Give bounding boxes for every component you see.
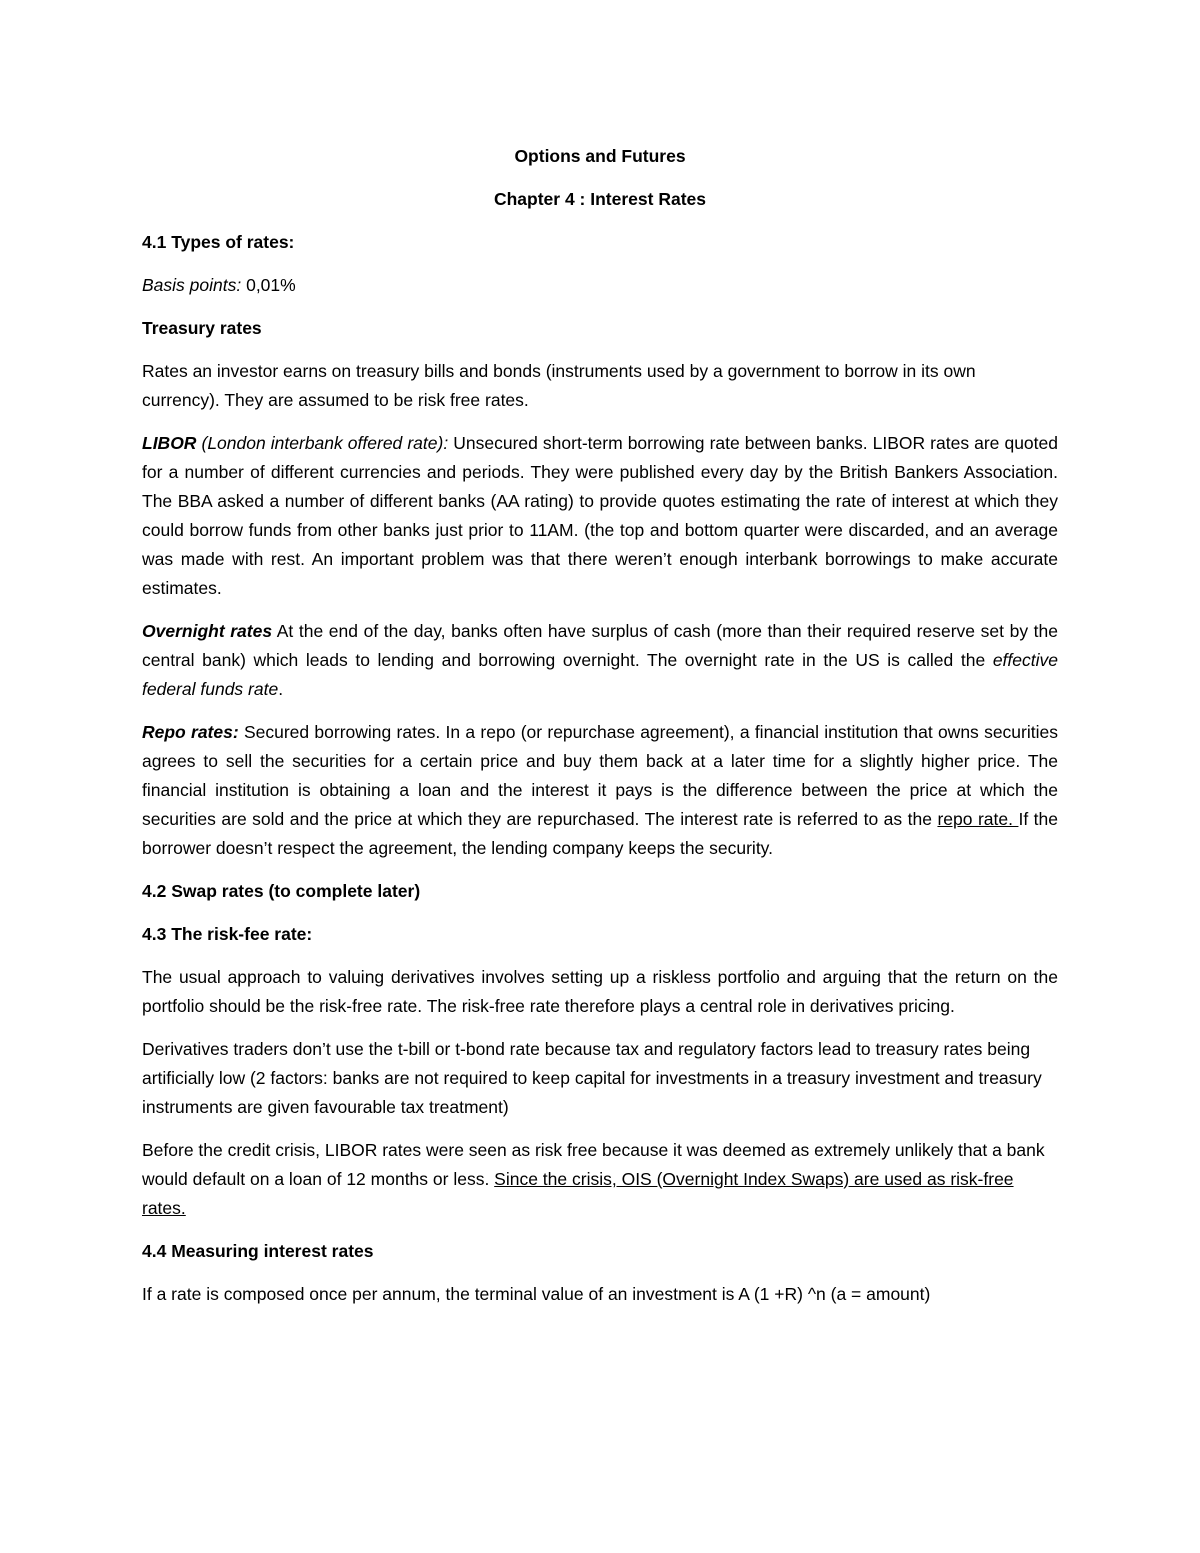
libor-text: Unsecured short-term borrowing rate between banks. LIBOR rates are quoted for a number of different currencies and periods. They were published every day by the British Bankers Association. The BBA asked a number of different banks (AA rating) to provide quotes estimating the rate of interest at which they could borrow funds from other banks just prior to 11AM. (the top and bottom quarter were discarded, and an average was made with rest. An important problem was that there weren’t enough interbank borrowings to make accurate estimates. (142, 433, 1058, 598)
risk-free-paragraph-1: The usual approach to valuing derivatives involves setting up a riskless portfolio and arguing that the return on the portfolio should be the risk-free rate. The risk-free rate therefore plays a central role in derivatives pricing. (142, 967, 1058, 1016)
risk-free-paragraph-3 (142, 1136, 1058, 1223)
overnight-rates-paragraph (142, 617, 1058, 704)
treasury-rates-heading: Treasury rates (142, 318, 262, 338)
repo-rates-paragraph (142, 718, 1058, 863)
libor-paragraph (142, 429, 1058, 603)
overnight-rates-label: Overnight rates (142, 621, 273, 641)
document-body (142, 142, 1058, 1323)
repo-rate-term: repo rate. (937, 809, 1019, 829)
basis-points-label: Basis points: (142, 275, 242, 295)
repo-rates-label: Repo rates: (142, 722, 239, 742)
section-heading-4-4: 4.4 Measuring interest rates (142, 1241, 374, 1261)
section-heading-4-3: 4.3 The risk-fee rate: (142, 924, 313, 944)
basis-points-value: 0,01% (241, 275, 296, 295)
chapter-heading: Chapter 4 : Interest Rates (493, 189, 706, 209)
ois-underlined-text: Since the crisis, OIS (Overnight Index Swaps) are used as risk-free rates. (142, 1169, 1014, 1218)
section-heading-4-2: 4.2 Swap rates (to complete later) (142, 881, 421, 901)
repo-rates-text: Secured borrowing rates. In a repo (or repurchase agreement), a financial institution that owns securities agrees to sell the securities for a certain price and buy them back at a later time for a slightly higher price. The financial institution is obtaining a loan and the interest it pays is the difference between the price at which the securities are sold and the price at which they are repurchased. The interest rate is referred to as the (142, 722, 1058, 829)
basis-points-line (142, 271, 1058, 300)
treasury-rates-paragraph: Rates an investor earns on treasury bills and bonds (instruments used by a government to borrow in its own currency). They are assumed to be risk free rates. (142, 361, 976, 410)
libor-label: LIBOR (142, 433, 197, 453)
measuring-rates-paragraph: If a rate is composed once per annum, the terminal value of an investment is A (1 +R) ^n (a = amount) (142, 1284, 931, 1304)
section-heading-4-1: 4.1 Types of rates: (142, 232, 295, 252)
effective-federal-funds-term: effective federal funds rate (142, 650, 1058, 699)
risk-free-paragraph-3-text: Before the credit crisis, LIBOR rates were seen as risk free because it was deemed as extremely unlikely that a bank would default on a loan of 12 months or less. (142, 1140, 1045, 1189)
overnight-rates-text: At the end of the day, banks often have surplus of cash (more than their required reserve set by the central bank) which leads to lending and borrowing overnight. The overnight rate in the US is called the (142, 621, 1058, 670)
repo-rates-end: If the borrower doesn’t respect the agreement, the lending company keeps the security. (142, 809, 1058, 858)
document-title: Options and Futures (514, 146, 686, 166)
libor-full-name: (London interbank offered rate): (196, 433, 449, 453)
risk-free-paragraph-2: Derivatives traders don’t use the t-bill or t-bond rate because tax and regulatory factors lead to treasury rates being artificially low (2 factors: banks are not required to keep capital for investments in a treasury investment and treasury instruments are given favourable tax treatment) (142, 1039, 1042, 1117)
overnight-rates-end: . (278, 679, 284, 699)
